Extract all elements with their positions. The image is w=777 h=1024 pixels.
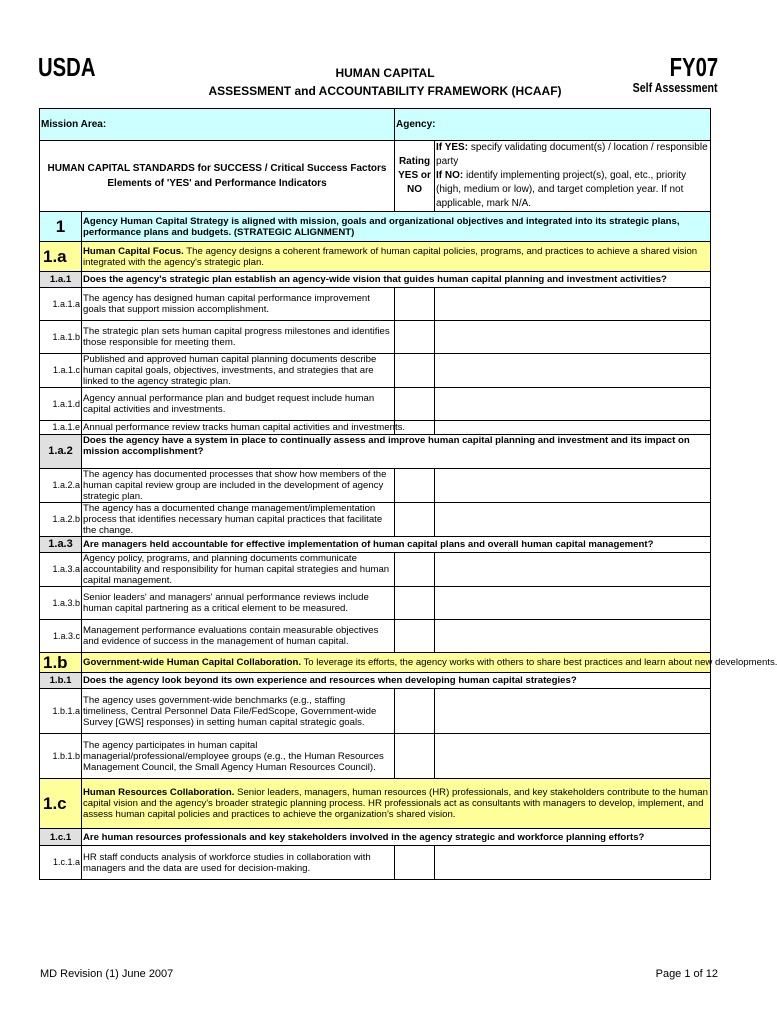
section-number: 1	[40, 212, 82, 242]
item-number: 1.a.2.a	[40, 469, 82, 503]
item-row-1a3c	[40, 620, 711, 653]
item-number: 1.a.1.d	[40, 388, 82, 421]
subsection-number: 1.c	[40, 779, 82, 829]
rating-cell[interactable]	[395, 553, 435, 587]
rating-cell[interactable]	[395, 388, 435, 421]
item-row-1b1a	[40, 689, 711, 734]
item-number: 1.a.3.c	[40, 620, 82, 653]
item-text: The agency participates in human capital managerial/professional/employee groups (e.g., the Human Resources Management Council, the Small Agency Human Resources Council).	[82, 734, 395, 779]
item-number: 1.a.3.a	[40, 553, 82, 587]
notes-cell[interactable]	[435, 421, 711, 435]
question-number: 1.c.1	[40, 829, 82, 846]
question-row-1a3	[40, 537, 711, 553]
subsection-text: Senior leaders, managers, human resources (HR) professionals, and key stakeholders contribute to the human capital vision and the agency's broader strategic planning process. HR professionals act as consultants with managers to develop, implement, and assess human capital policies and practices to achieve the organization's shared vision.	[83, 787, 708, 820]
notes-cell[interactable]	[435, 689, 711, 734]
item-number: 1.b.1.b	[40, 734, 82, 779]
item-text: Annual performance review tracks human capital activities and investments.	[83, 422, 406, 433]
standards-header-line2: Elements of 'YES' and Performance Indicators	[107, 178, 327, 189]
question-text: Does the agency have a system in place to continually assess and improve human capital planning and investment and its impact on mission accomplishment?	[82, 435, 711, 469]
subsection-title: Human Capital Focus.	[83, 245, 184, 257]
revision-note: MD Revision (1) June 2007	[40, 968, 174, 980]
question-text: Are human resources professionals and key stakeholders involved in the agency strategic and workforce planning efforts?	[82, 829, 711, 846]
subsection-text: The agency designs a coherent framework of human capital policies, programs, and practices to achieve a shared vision integrated with the agency's strategic plan.	[83, 245, 698, 268]
item-row-1a3b	[40, 587, 711, 620]
item-text: HR staff conducts analysis of workforce studies in collaboration with managers and the data are used for decision-making.	[82, 846, 395, 880]
instructions-header	[435, 141, 711, 212]
notes-cell[interactable]	[435, 846, 711, 880]
agency-cell[interactable]	[395, 109, 711, 141]
item-number: 1.a.1.e	[40, 421, 82, 435]
fiscal-year: FY07	[669, 52, 718, 82]
rating-header: Rating	[398, 156, 431, 167]
subsection-row-1b	[40, 653, 711, 673]
if-no-label: If NO:	[436, 170, 464, 181]
rating-cell[interactable]	[395, 587, 435, 620]
standards-header-line1: HUMAN CAPITAL STANDARDS for SUCCESS / Critical Success Factors	[47, 163, 387, 174]
item-text: Senior leaders' and managers' annual performance reviews include human capital partnering as a critical element to be measured.	[82, 587, 395, 620]
yes-or-header: YES or	[398, 170, 431, 181]
question-row-1a2	[40, 435, 711, 469]
mission-area-label: Mission Area:	[41, 119, 107, 130]
section-text: Agency Human Capital Strategy is aligned with mission, goals and organizational objectives and integrated into its strategic plans, performance plans and budgets. (STRATEGIC ALIGNMENT)	[82, 212, 711, 242]
assessment-table	[39, 108, 777, 880]
item-row-1a2b	[40, 503, 711, 537]
rating-cell[interactable]	[395, 354, 435, 388]
question-row-1b1	[40, 673, 711, 689]
rating-cell[interactable]	[395, 503, 435, 537]
usda-logo-text: USDA	[38, 52, 96, 82]
column-header-row	[40, 141, 711, 212]
notes-cell[interactable]	[435, 354, 711, 388]
subsection-row-1a	[40, 242, 711, 272]
item-number: 1.a.2.b	[40, 503, 82, 537]
question-number: 1.a.1	[40, 272, 82, 288]
question-text: Are managers held accountable for effective implementation of human capital plans and overall human capital management?	[82, 537, 711, 553]
item-text: The agency has designed human capital performance improvement goals that support mission accomplishment.	[82, 288, 395, 321]
item-number: 1.a.1.a	[40, 288, 82, 321]
item-row-1a1a	[40, 288, 711, 321]
subsection-number: 1.a	[40, 242, 82, 272]
notes-cell[interactable]	[435, 288, 711, 321]
item-row-1a1b	[40, 321, 711, 354]
notes-cell[interactable]	[435, 388, 711, 421]
mission-area-cell[interactable]	[40, 109, 395, 141]
item-text: The agency uses government-wide benchmarks (e.g., staffing timeliness, Central Personnel Data File/FedScope, Government-wide Survey [GWS] responses) in setting human capital strategic goals.	[82, 689, 395, 734]
item-text: Agency policy, programs, and planning documents communicate accountability and responsibility for human capital strategies and human capital management.	[82, 553, 395, 587]
rating-cell[interactable]	[395, 734, 435, 779]
no-header: NO	[407, 184, 423, 195]
item-number: 1.a.3.b	[40, 587, 82, 620]
item-row-1b1b	[40, 734, 711, 779]
question-number: 1.b.1	[40, 673, 82, 689]
if-yes-text: specify validating document(s) / location / responsible party	[436, 142, 708, 167]
item-text: Published and approved human capital planning documents describe human capital goals, objectives, investments, and strategies that are linked to the agency strategic plan.	[82, 354, 395, 388]
item-text: Management performance evaluations contain measurable objectives and evidence of success in the management of human capital.	[82, 620, 395, 653]
notes-cell[interactable]	[435, 469, 711, 503]
subsection-number: 1.b	[40, 653, 82, 673]
question-text: Does the agency's strategic plan establish an agency-wide vision that guides human capital planning and investment activities?	[82, 272, 711, 288]
notes-cell[interactable]	[435, 321, 711, 354]
if-no-text: identify implementing project(s), goal, etc., priority (high, medium or low), and target completion year. If not applicable, mark N/A.	[436, 170, 687, 209]
section-row-1	[40, 212, 711, 242]
item-row-1a1c	[40, 354, 711, 388]
item-text: Agency annual performance plan and budget request include human capital activities and investments.	[82, 388, 395, 421]
subsection-title: Human Resources Collaboration.	[83, 787, 235, 798]
doc-title-line2: ASSESSMENT and ACCOUNTABILITY FRAMEWORK (HCAAF)	[208, 84, 562, 98]
self-assessment-label: Self Assessment	[633, 80, 718, 95]
item-row-1a2a	[40, 469, 711, 503]
question-text: Does the agency look beyond its own experience and resources when developing human capital strategies?	[82, 673, 711, 689]
agency-label: Agency:	[396, 119, 436, 130]
item-number: 1.a.1.c	[40, 354, 82, 388]
question-number: 1.a.2	[40, 435, 82, 469]
rating-cell[interactable]	[395, 288, 435, 321]
rating-cell[interactable]	[395, 469, 435, 503]
item-row-1a3a	[40, 553, 711, 587]
rating-cell[interactable]	[395, 846, 435, 880]
item-text: The agency has a documented change management/implementation process that identifies necessary human capital practices that facilitate the change.	[82, 503, 395, 537]
if-yes-label: If YES:	[436, 142, 469, 153]
item-number: 1.c.1.a	[40, 846, 82, 880]
notes-cell[interactable]	[435, 734, 711, 779]
rating-cell[interactable]	[395, 620, 435, 653]
notes-cell[interactable]	[435, 503, 711, 537]
question-row-1a1	[40, 272, 711, 288]
doc-title-line1: HUMAN CAPITAL	[335, 66, 435, 80]
subsection-title: Government-wide Human Capital Collaboration.	[83, 657, 302, 668]
subsection-text: To leverage its efforts, the agency works with others to share best practices and learn about new developments.	[301, 657, 777, 668]
item-row-1a1d	[40, 388, 711, 421]
item-text: The strategic plan sets human capital progress milestones and identifies those responsible for meeting them.	[82, 321, 395, 354]
notes-cell[interactable]	[435, 620, 711, 653]
question-number: 1.a.3	[40, 537, 82, 553]
mission-agency-row	[40, 109, 711, 141]
rating-cell[interactable]	[395, 689, 435, 734]
notes-cell[interactable]	[435, 553, 711, 587]
item-text: The agency has documented processes that show how members of the human capital review group are included in the development of agency strategic plan.	[82, 469, 395, 503]
item-row-1c1a	[40, 846, 711, 880]
question-row-1c1	[40, 829, 711, 846]
item-number: 1.b.1.a	[40, 689, 82, 734]
rating-cell[interactable]	[395, 321, 435, 354]
item-number: 1.a.1.b	[40, 321, 82, 354]
page-number: Page 1 of 12	[655, 968, 718, 980]
subsection-row-1c	[40, 779, 711, 829]
notes-cell[interactable]	[435, 587, 711, 620]
item-row-1a1e	[40, 421, 711, 435]
